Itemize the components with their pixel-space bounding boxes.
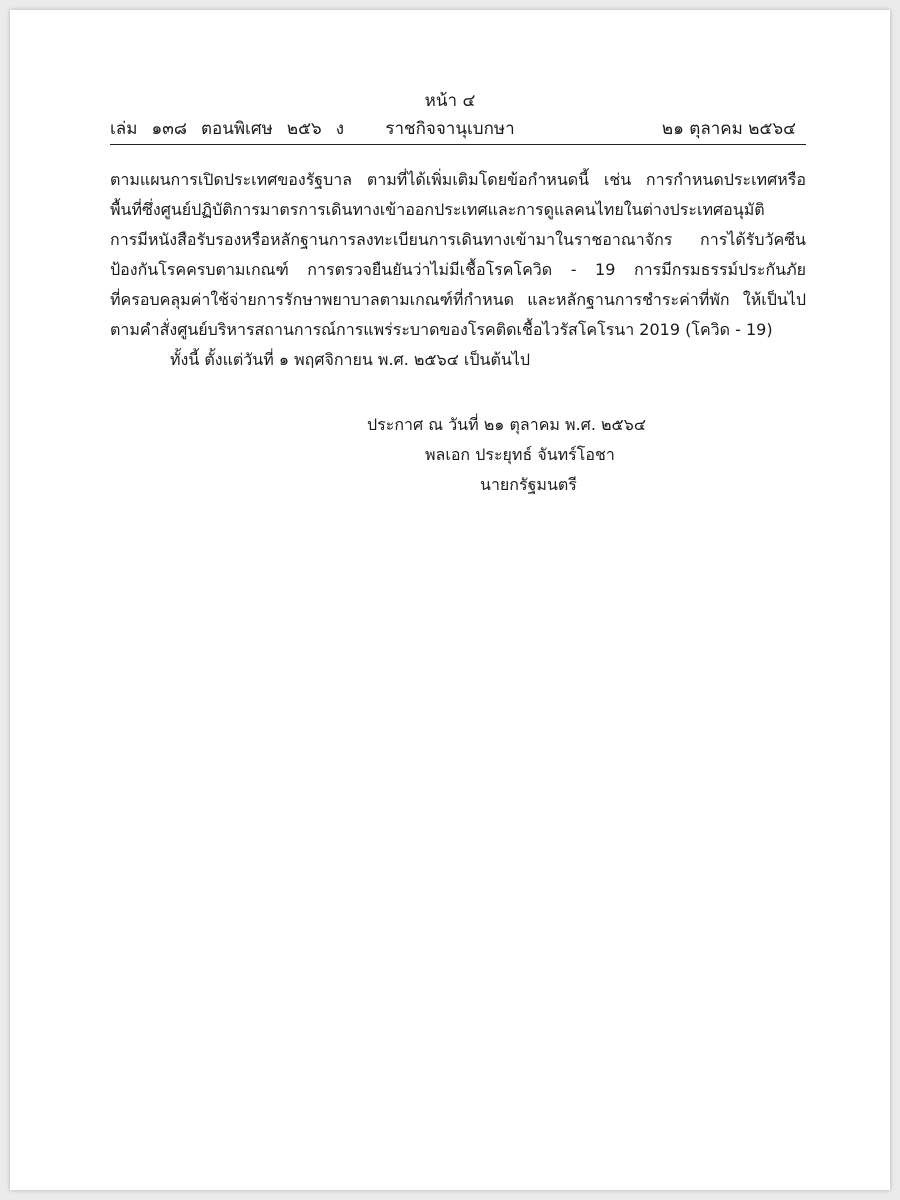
issue-number: ๒๕๖ [286, 119, 322, 139]
body-line: การมีหนังสือรับรองหรือหลักฐานการลงทะเบียนการเดินทางเข้ามาในราชอาณาจักร การได้รับวัคซีน [110, 230, 806, 249]
special-issue-label: ตอนพิเศษ [200, 119, 273, 139]
section-letter: ง [335, 119, 345, 139]
announcement-date: ประกาศ ณ วันที่ ๒๑ ตุลาคม พ.ศ. ๒๕๖๔ [367, 415, 646, 434]
header-divider [110, 144, 806, 145]
body-line: ที่ครอบคลุมค่าใช้จ่ายการรักษาพยาบาลตามเกณฑ์ที่กำหนด และหลักฐานการชำระค่าที่พัก ให้เป็นไป [110, 290, 806, 309]
body-line: พื้นที่ซึ่งศูนย์ปฏิบัติการมาตรการเดินทางเข้าออกประเทศและการดูแลคนไทยในต่างประเทศอนุมัติ [110, 200, 765, 219]
signatory-name: พลเอก ประยุทธ์ จันทร์โอชา [425, 445, 615, 464]
body-text [110, 165, 806, 375]
gazette-title: ราชกิจจานุเบกษา [385, 119, 515, 139]
body-line: ป้องกันโรคครบตามเกณฑ์ การตรวจยืนยันว่าไม่มีเชื้อโรคโควิด - 19 การมีกรมธรรม์ประกันภัย [110, 260, 806, 279]
volume-label: เล่ม [110, 119, 138, 139]
effective-date-line: ทั้งนี้ ตั้งแต่วันที่ ๑ พฤศจิกายน พ.ศ. ๒๕๖๔ เป็นต้นไป [170, 350, 530, 369]
page-number: หน้า ๔ [424, 91, 476, 111]
gazette-page [10, 10, 890, 1190]
volume-number: ๑๓๘ [151, 119, 187, 139]
body-line: ตามแผนการเปิดประเทศของรัฐบาล ตามที่ได้เพิ่มเติมโดยข้อกำหนดนี้ เช่น การกำหนดประเทศหรือ [110, 170, 806, 189]
body-line: ตามคำสั่งศูนย์บริหารสถานการณ์การแพร่ระบาดของโรคติดเชื้อไวรัสโคโรนา 2019 (โควิด - 19) [110, 320, 773, 339]
gazette-date: ๒๑ ตุลาคม ๒๕๖๔ [661, 119, 796, 139]
signatory-position: นายกรัฐมนตรี [480, 475, 577, 494]
